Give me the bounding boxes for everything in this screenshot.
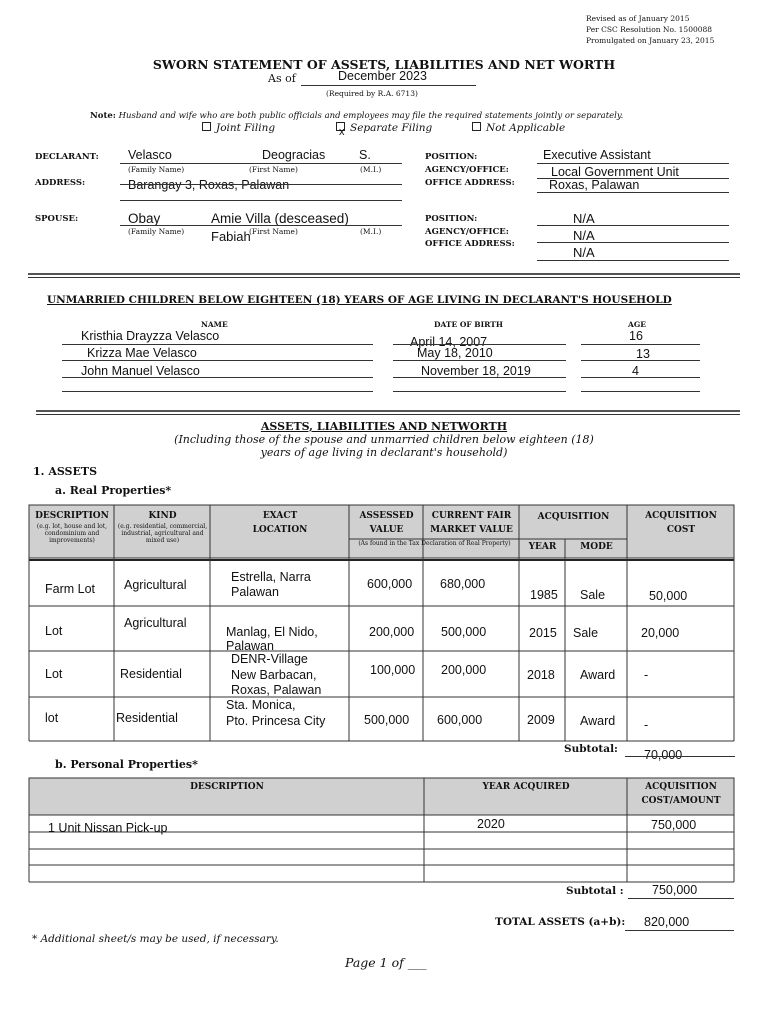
spouse-position[interactable]: N/A	[573, 211, 595, 226]
children-heading: UNMARRIED CHILDREN BELOW EIGHTEEN (18) YEARS OF AGE LIVING IN DECLARANT'S HOUSEHOLD	[47, 294, 672, 306]
spouse-caption-family: (Family Name)	[128, 227, 185, 236]
declarant-mi[interactable]: S.	[359, 148, 371, 162]
real-year[interactable]: 2015	[529, 626, 557, 640]
header-assessed-value: ASSESSED VALUE	[359, 511, 414, 535]
total-assets-value[interactable]: 820,000	[644, 915, 690, 929]
position-label: POSITION:	[425, 152, 478, 162]
real-location[interactable]: Sta. Monica, Pto. Princesa City	[226, 698, 326, 728]
personal-cost[interactable]: 750,000	[651, 818, 697, 832]
spouse-agency[interactable]: N/A	[573, 228, 595, 243]
real-description[interactable]: Lot	[45, 624, 63, 638]
real-cost[interactable]: -	[644, 668, 649, 682]
real-kind[interactable]: Agricultural	[124, 578, 187, 592]
assets-subheading-1: (Including those of the spouse and unmarried children below eighteen (18)	[174, 433, 594, 446]
as-of-label: As of	[268, 72, 296, 85]
note-label: Note:	[90, 111, 116, 121]
real-fmv[interactable]: 680,000	[440, 577, 486, 591]
office-address-label: OFFICE ADDRESS:	[425, 178, 515, 188]
real-mode[interactable]: Award	[580, 714, 616, 728]
promulgated-date: Promulgated on January 23, 2015	[586, 36, 715, 45]
real-assessed[interactable]: 100,000	[370, 663, 416, 677]
spouse-office-address[interactable]: N/A	[573, 245, 595, 260]
real-description[interactable]: Lot	[45, 667, 63, 681]
real-year[interactable]: 1985	[530, 588, 558, 602]
spouse-label: SPOUSE:	[35, 214, 79, 224]
filing-joint[interactable]: Joint Filing	[202, 122, 275, 134]
note-text: Husband and wife who are both public officials and employees may file the required statements jointly or separately.	[118, 111, 624, 121]
real-cost[interactable]: -	[644, 718, 649, 732]
spouse-caption-first: (First Name)	[249, 227, 298, 236]
real-fmv[interactable]: 200,000	[441, 663, 487, 677]
filing-not-applicable[interactable]: Not Applicable	[472, 122, 565, 134]
spouse-agency-label: AGENCY/OFFICE:	[425, 227, 509, 237]
child-age[interactable]: 16	[629, 329, 643, 343]
spouse-caption-mi: (M.I.)	[360, 227, 382, 236]
header-description: DESCRIPTION (e.g. lot, house and lot, condominium and improvements)	[35, 511, 109, 544]
real-subtotal[interactable]: 70,000	[644, 748, 683, 762]
revised-date: Revised as of January 2015	[586, 14, 690, 23]
spouse-office-address-label: OFFICE ADDRESS:	[425, 239, 515, 249]
child-dob[interactable]: November 18, 2019	[421, 364, 531, 378]
as-of-value[interactable]: December 2023	[338, 69, 427, 83]
child-age[interactable]: 13	[636, 347, 650, 361]
header-location: EXACT LOCATION	[252, 511, 308, 535]
real-kind[interactable]: Agricultural	[124, 616, 187, 630]
assets-subheading-2: years of age living in declarant's household)	[260, 446, 508, 459]
real-assessed[interactable]: 200,000	[369, 625, 415, 639]
real-year[interactable]: 2009	[527, 713, 555, 727]
section-assets: 1. ASSETS	[33, 465, 98, 478]
declarant-office-address[interactable]: Roxas, Palawan	[549, 178, 640, 192]
child-name[interactable]: Kristhia Drayzza Velasco	[81, 329, 220, 343]
caption-mi: (M.I.)	[360, 165, 382, 174]
caption-family-name: (Family Name)	[128, 165, 185, 174]
real-mode[interactable]: Sale	[573, 626, 599, 640]
child-name[interactable]: Krizza Mae Velasco	[87, 346, 197, 360]
personal-header-year: YEAR ACQUIRED	[482, 782, 570, 792]
personal-year[interactable]: 2020	[477, 817, 505, 831]
real-cost[interactable]: 50,000	[649, 589, 688, 603]
spouse-first-name[interactable]: Amie Villa (desceased)	[211, 211, 349, 226]
real-location[interactable]: Estrella, Narra Palawan	[231, 570, 311, 599]
personal-header-cost: ACQUISITION COST/AMOUNT	[641, 782, 721, 806]
header-acquisition: ACQUISITION	[537, 512, 610, 522]
assets-heading: ASSETS, LIABILITIES AND NETWORTH	[260, 420, 508, 433]
declarant-first-name[interactable]: Deogracias	[262, 148, 326, 162]
header-fair-market-value: CURRENT FAIR MARKET VALUE	[430, 511, 513, 535]
page-number: Page 1 of ___	[345, 955, 427, 970]
children-col-name: NAME	[201, 320, 228, 329]
real-fmv[interactable]: 600,000	[437, 713, 483, 727]
personal-properties-label: b. Personal Properties*	[55, 758, 198, 771]
real-properties-label: a. Real Properties*	[55, 484, 172, 497]
real-assessed[interactable]: 500,000	[364, 713, 410, 727]
real-assessed[interactable]: 600,000	[367, 577, 413, 591]
declarant-family-name[interactable]: Velasco	[128, 148, 172, 162]
real-location[interactable]: DENR-Village New Barbacan, Roxas, Palawan	[231, 652, 322, 697]
child-age[interactable]: 4	[632, 364, 639, 378]
real-cost[interactable]: 20,000	[641, 626, 680, 640]
real-kind[interactable]: Residential	[120, 667, 182, 681]
total-assets-label: TOTAL ASSETS (a+b):	[495, 916, 626, 928]
personal-header-description: DESCRIPTION	[190, 782, 264, 792]
child-dob[interactable]: April 14, 2007	[410, 335, 488, 349]
header-mode: MODE	[580, 542, 613, 552]
declarant-address[interactable]: Barangay 3, Roxas, Palawan	[128, 178, 290, 192]
real-year[interactable]: 2018	[527, 668, 555, 682]
csc-resolution: Per CSC Resolution No. 1500088	[586, 25, 713, 34]
children-col-age: AGE	[628, 320, 646, 329]
real-kind[interactable]: Residential	[116, 711, 178, 725]
children-col-dob: DATE OF BIRTH	[434, 320, 503, 329]
required-by: (Required by R.A. 6713)	[326, 89, 418, 98]
personal-subtotal-label: Subtotal :	[566, 885, 624, 897]
personal-description[interactable]: 1 Unit Nissan Pick-up	[48, 821, 168, 835]
footnote: * Additional sheet/s may be used, if necessary.	[32, 933, 279, 945]
agency-label: AGENCY/OFFICE:	[425, 165, 509, 175]
real-description[interactable]: Farm Lot	[45, 582, 96, 596]
declarant-agency[interactable]: Local Government Unit	[551, 165, 679, 179]
child-dob[interactable]: May 18, 2010	[417, 346, 493, 360]
real-fmv[interactable]: 500,000	[441, 625, 487, 639]
declarant-position[interactable]: Executive Assistant	[543, 148, 651, 162]
header-acquisition-cost: ACQUISITION COST	[645, 511, 717, 535]
spouse-position-label: POSITION:	[425, 214, 478, 224]
child-name[interactable]: John Manuel Velasco	[81, 364, 200, 378]
real-mode[interactable]: Sale	[580, 588, 606, 602]
filing-separate[interactable]: Separate Filing	[336, 122, 432, 134]
real-location[interactable]: Manlag, El Nido, Palawan	[226, 625, 318, 653]
real-subtotal-label: Subtotal:	[564, 743, 618, 755]
real-description[interactable]: lot	[45, 711, 59, 725]
personal-subtotal[interactable]: 750,000	[652, 883, 698, 897]
document-title: SWORN STATEMENT OF ASSETS, LIABILITIES AND NET WORTH	[152, 57, 616, 72]
spouse-first-name-cont[interactable]: Fabiah	[211, 229, 251, 244]
real-mode[interactable]: Award	[580, 668, 616, 682]
declarant-label: DECLARANT:	[35, 152, 99, 162]
header-kind: KIND (e.g. residential, commercial, industrial, agricultural and mixed use)	[117, 511, 208, 544]
header-tax-note: (As found in the Tax Declaration of Real Property)	[358, 540, 511, 547]
header-year: YEAR	[528, 542, 557, 552]
spouse-family-name[interactable]: Obay	[128, 211, 161, 226]
caption-first-name: (First Name)	[249, 165, 298, 174]
address-label: ADDRESS:	[35, 178, 86, 188]
separate-check-mark: x	[339, 126, 345, 138]
